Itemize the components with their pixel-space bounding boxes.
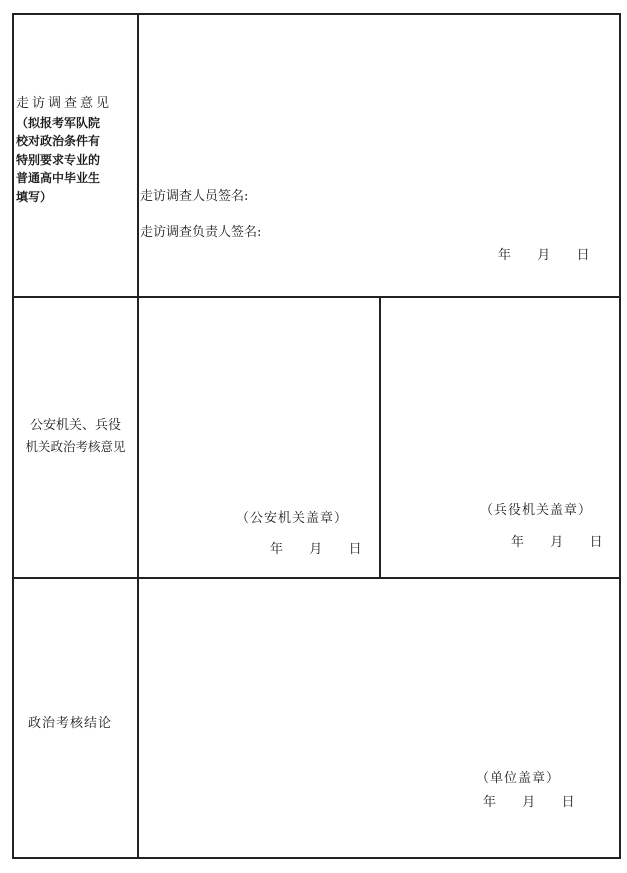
year-label: 年 (483, 795, 497, 810)
section1-label-note-3: 特别要求专业的 (16, 152, 101, 167)
section1-label-note-2: 校对政治条件有 (16, 134, 101, 148)
police-date (270, 538, 362, 557)
year-label: 年 (498, 248, 512, 263)
section1-date (498, 244, 590, 263)
section1-label (16, 95, 137, 206)
military-stamp-label: （兵役机关盖章） (480, 503, 593, 518)
month-label: 月 (309, 542, 323, 557)
section2-label-line2: 机关政治考核意见 (25, 439, 126, 454)
row-divider-2 (14, 577, 619, 579)
year-label: 年 (511, 535, 525, 550)
responsible-signature-label: 走访调查负责人签名: (140, 225, 262, 240)
section1-label-note-4: 普通高中毕业生 (16, 171, 101, 185)
section2-label (14, 415, 137, 457)
day-label: 日 (348, 542, 362, 557)
unit-stamp-label: （单位盖章） (476, 771, 561, 786)
section2-column-divider (379, 296, 381, 577)
day-label: 日 (561, 795, 575, 810)
year-label: 年 (270, 542, 284, 557)
row-divider-1 (14, 296, 619, 298)
month-label: 月 (537, 248, 551, 263)
investigator-signature-label: 走访调查人员签名: (140, 189, 249, 204)
month-label: 月 (550, 535, 564, 550)
label-column-divider (137, 15, 139, 857)
section1-label-note-5: 填写） (16, 189, 53, 204)
section2-label-line1: 公安机关、兵役 (29, 418, 121, 433)
section3-label: 政治考核结论 (28, 716, 113, 731)
police-stamp-label: （公安机关盖章） (236, 511, 349, 526)
section3-date (483, 791, 575, 810)
section1-label-note-1: （拟报考军队院 (16, 115, 101, 130)
section1-label-title: 走访调查意见 (16, 96, 113, 111)
day-label: 日 (589, 535, 603, 550)
political-review-form (12, 13, 621, 859)
military-date (511, 531, 603, 550)
month-label: 月 (522, 795, 536, 810)
day-label: 日 (576, 248, 590, 263)
